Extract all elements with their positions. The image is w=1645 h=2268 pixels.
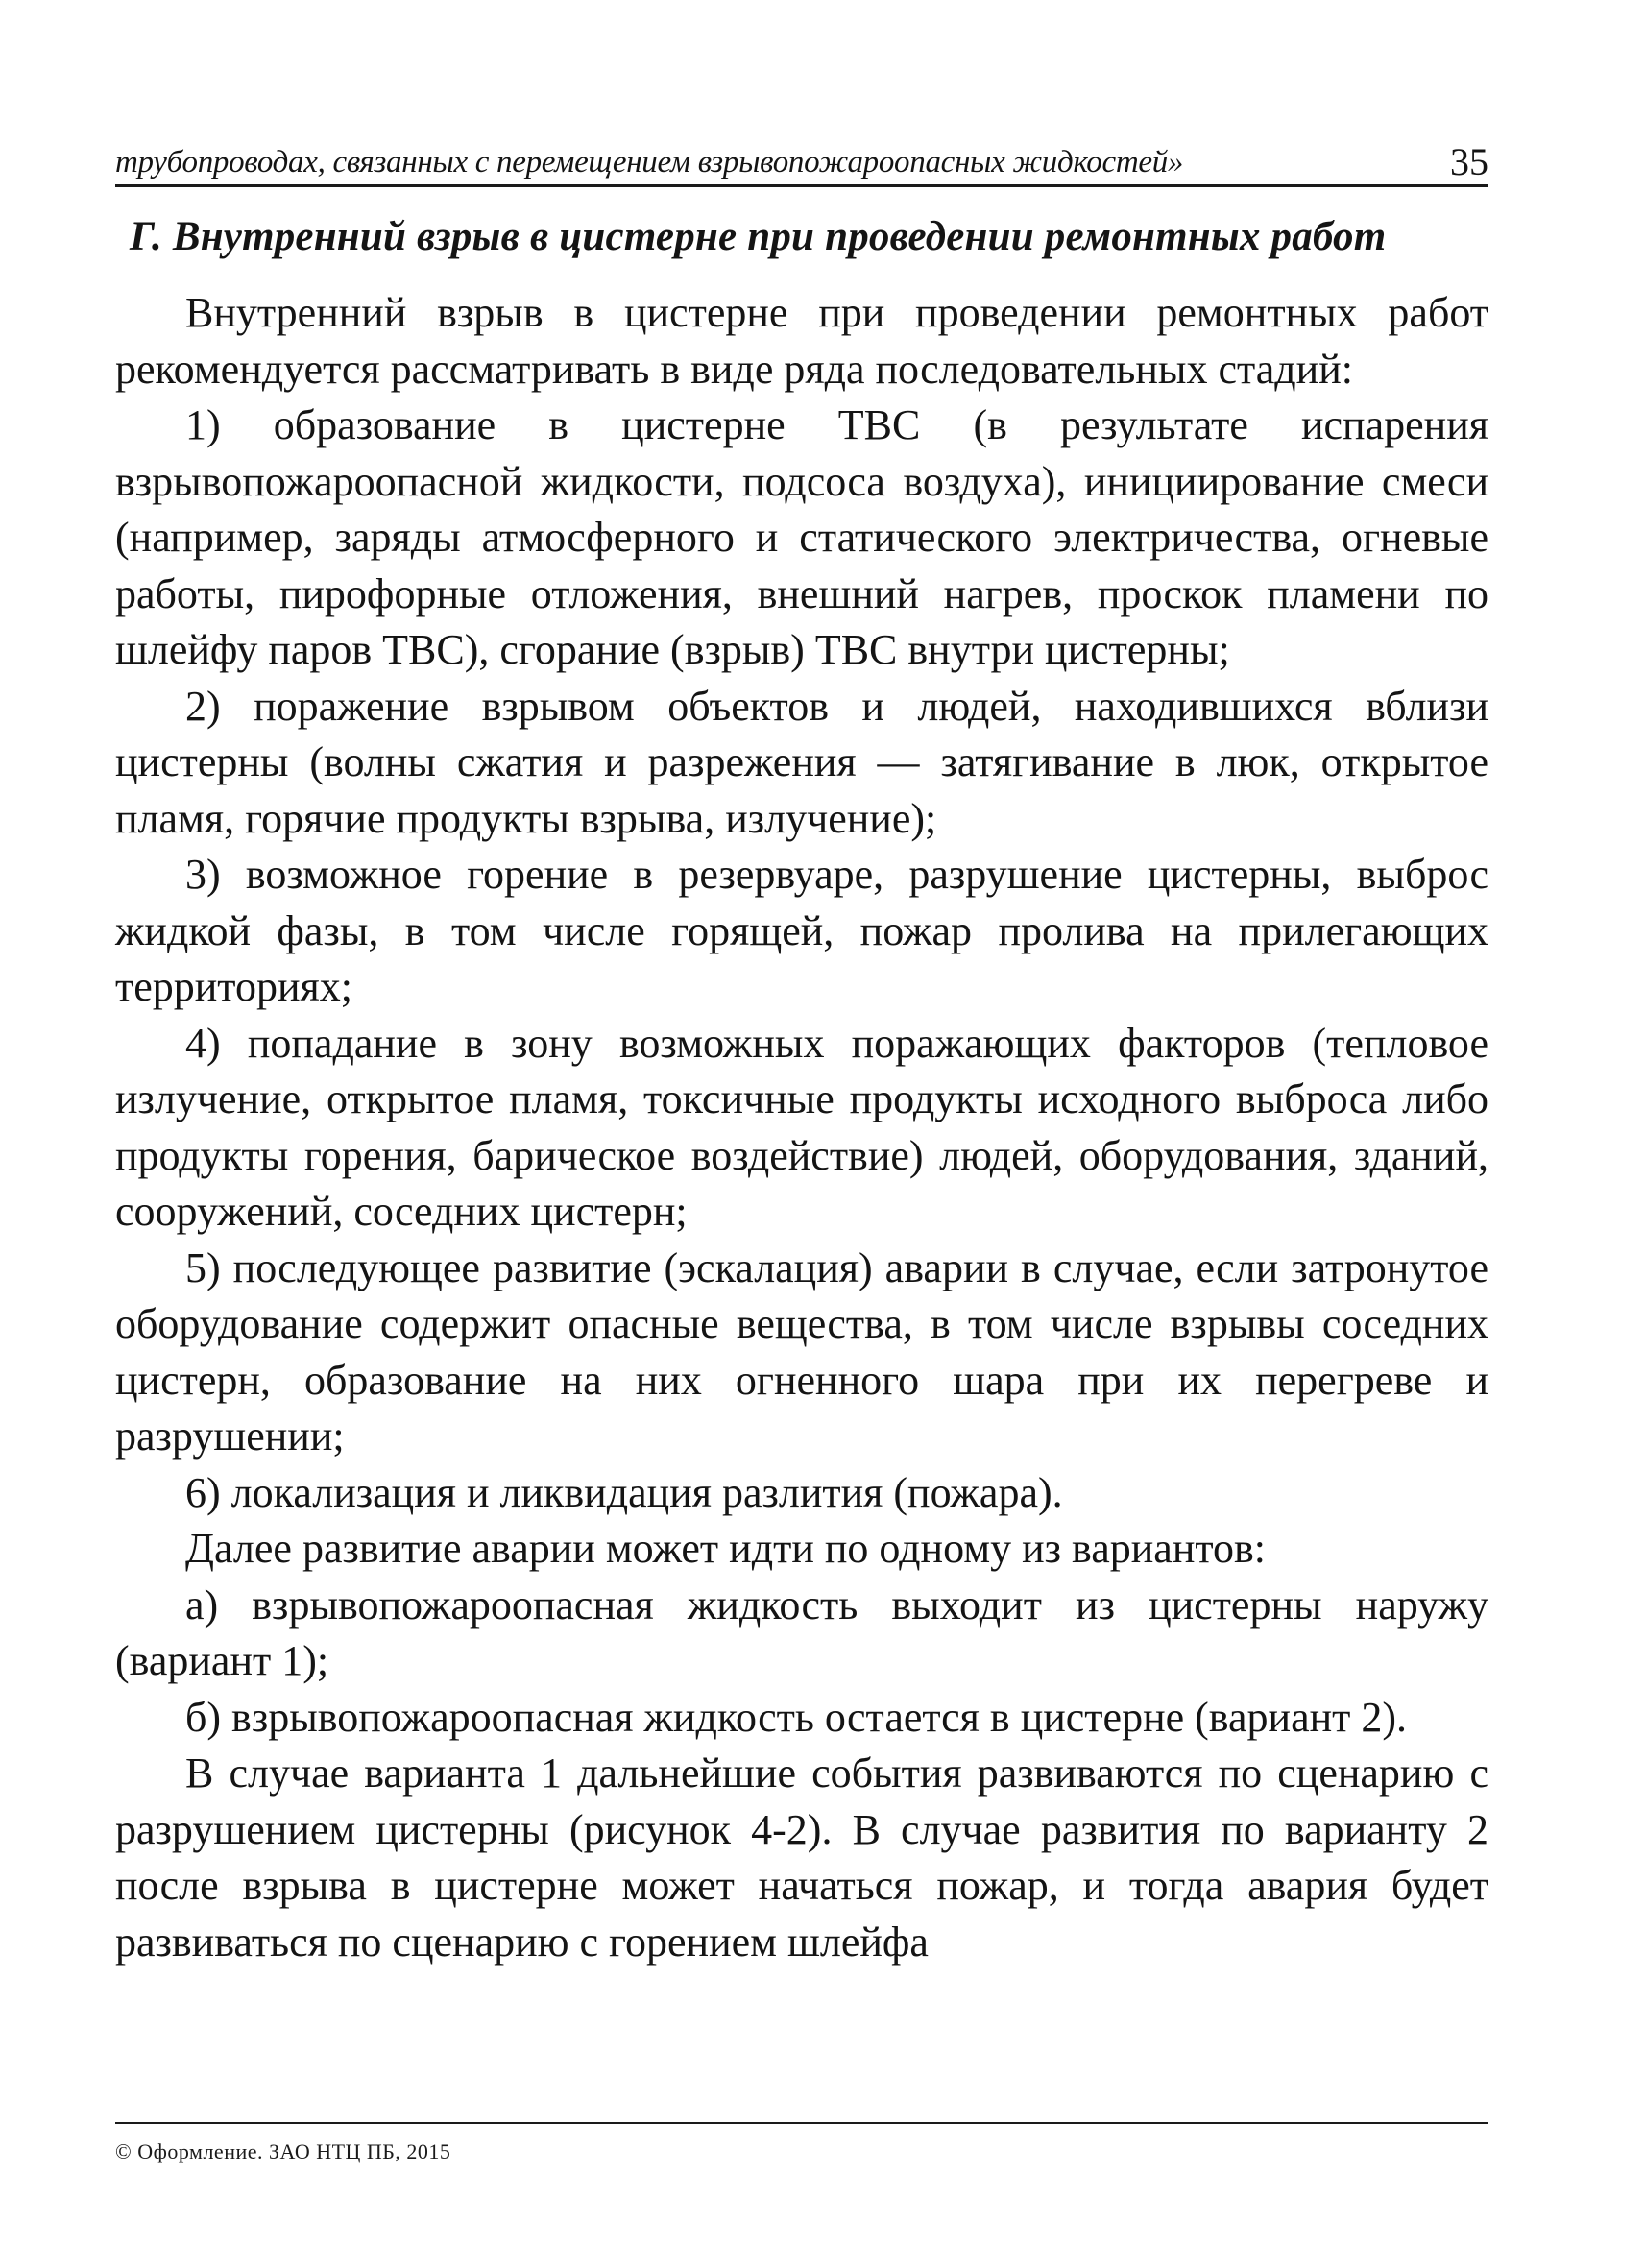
list-item-stage-1: 1) образование в цистерне ТВС (в результате испарения взрывопожароопасной жидкости, подсоса воздуха), инициирование смеси (например, заряды атмосферного и статического электричества, огневые работы, пирофорные отложения, внешний нагрев, проскок пламени по шлейфу паров ТВС), сгорание (взрыв) ТВС внутри цистерны;: [115, 401, 1488, 673]
body-text: [115, 285, 1488, 1970]
list-item-stage-3: 3) возможное горение в резервуаре, разрушение цистерны, выброс жидкой фазы, в том числе горящей, пожар пролива на прилегающих территориях;: [115, 851, 1488, 1010]
section-heading: Г. Внутренний взрыв в цистерне при проведении ремонтных работ: [130, 214, 1387, 259]
paragraph-conclusion: В случае варианта 1 дальнейшие события развиваются по сценарию с разрушением цистерны (рисунок 4-2). В случае развития по варианту 2 после взрыва в цистерне может начаться пожар, и тогда авария будет развиваться по сценарию с горением шлейфа: [115, 1749, 1488, 1966]
page-footer: [115, 2122, 1488, 2164]
list-item-stage-2: 2) поражение взрывом объектов и людей, находившихся вблизи цистерны (волны сжатия и разрежения — затягивание в люк, открытое пламя, горячие продукты взрыва, излучение);: [115, 682, 1488, 842]
page: [115, 134, 1488, 1970]
paragraph-variants-intro: Далее развитие аварии может идти по одному из вариантов:: [185, 1525, 1267, 1572]
list-item-stage-5: 5) последующее развитие (эскалация) аварии в случае, если затронутое оборудование содержит опасные вещества, в том числе взрывы соседних цистерн, образование на них огненного шара при их перегреве и разрушении;: [115, 1243, 1488, 1460]
paragraph-intro: Внутренний взрыв в цистерне при проведении ремонтных работ рекомендуется рассматривать в виде ряда последовательных стадий:: [115, 289, 1488, 393]
list-item-stage-4: 4) попадание в зону возможных поражающих факторов (тепловое излучение, открытое пламя, токсичные продукты исходного выброса либо продукты горения, барическое воздействие) людей, оборудования, зданий, сооружений, соседних цистерн;: [115, 1019, 1488, 1235]
list-item-stage-6: 6) локализация и ликвидация разлития (пожара).: [185, 1468, 1063, 1516]
running-title: трубопроводах, связанных с перемещением взрывопожароопасных жидкостей»: [115, 145, 1184, 180]
list-item-variant-b: б) взрывопожароопасная жидкость остается в цистерне (вариант 2).: [185, 1693, 1408, 1741]
page-number: 35: [1450, 140, 1488, 183]
running-header: [115, 134, 1488, 187]
list-item-variant-a: а) взрывопожароопасная жидкость выходит из цистерны наружу (вариант 1);: [115, 1580, 1488, 1684]
copyright-notice: © Оформление. ЗАО НТЦ ПБ, 2015: [115, 2139, 451, 2163]
